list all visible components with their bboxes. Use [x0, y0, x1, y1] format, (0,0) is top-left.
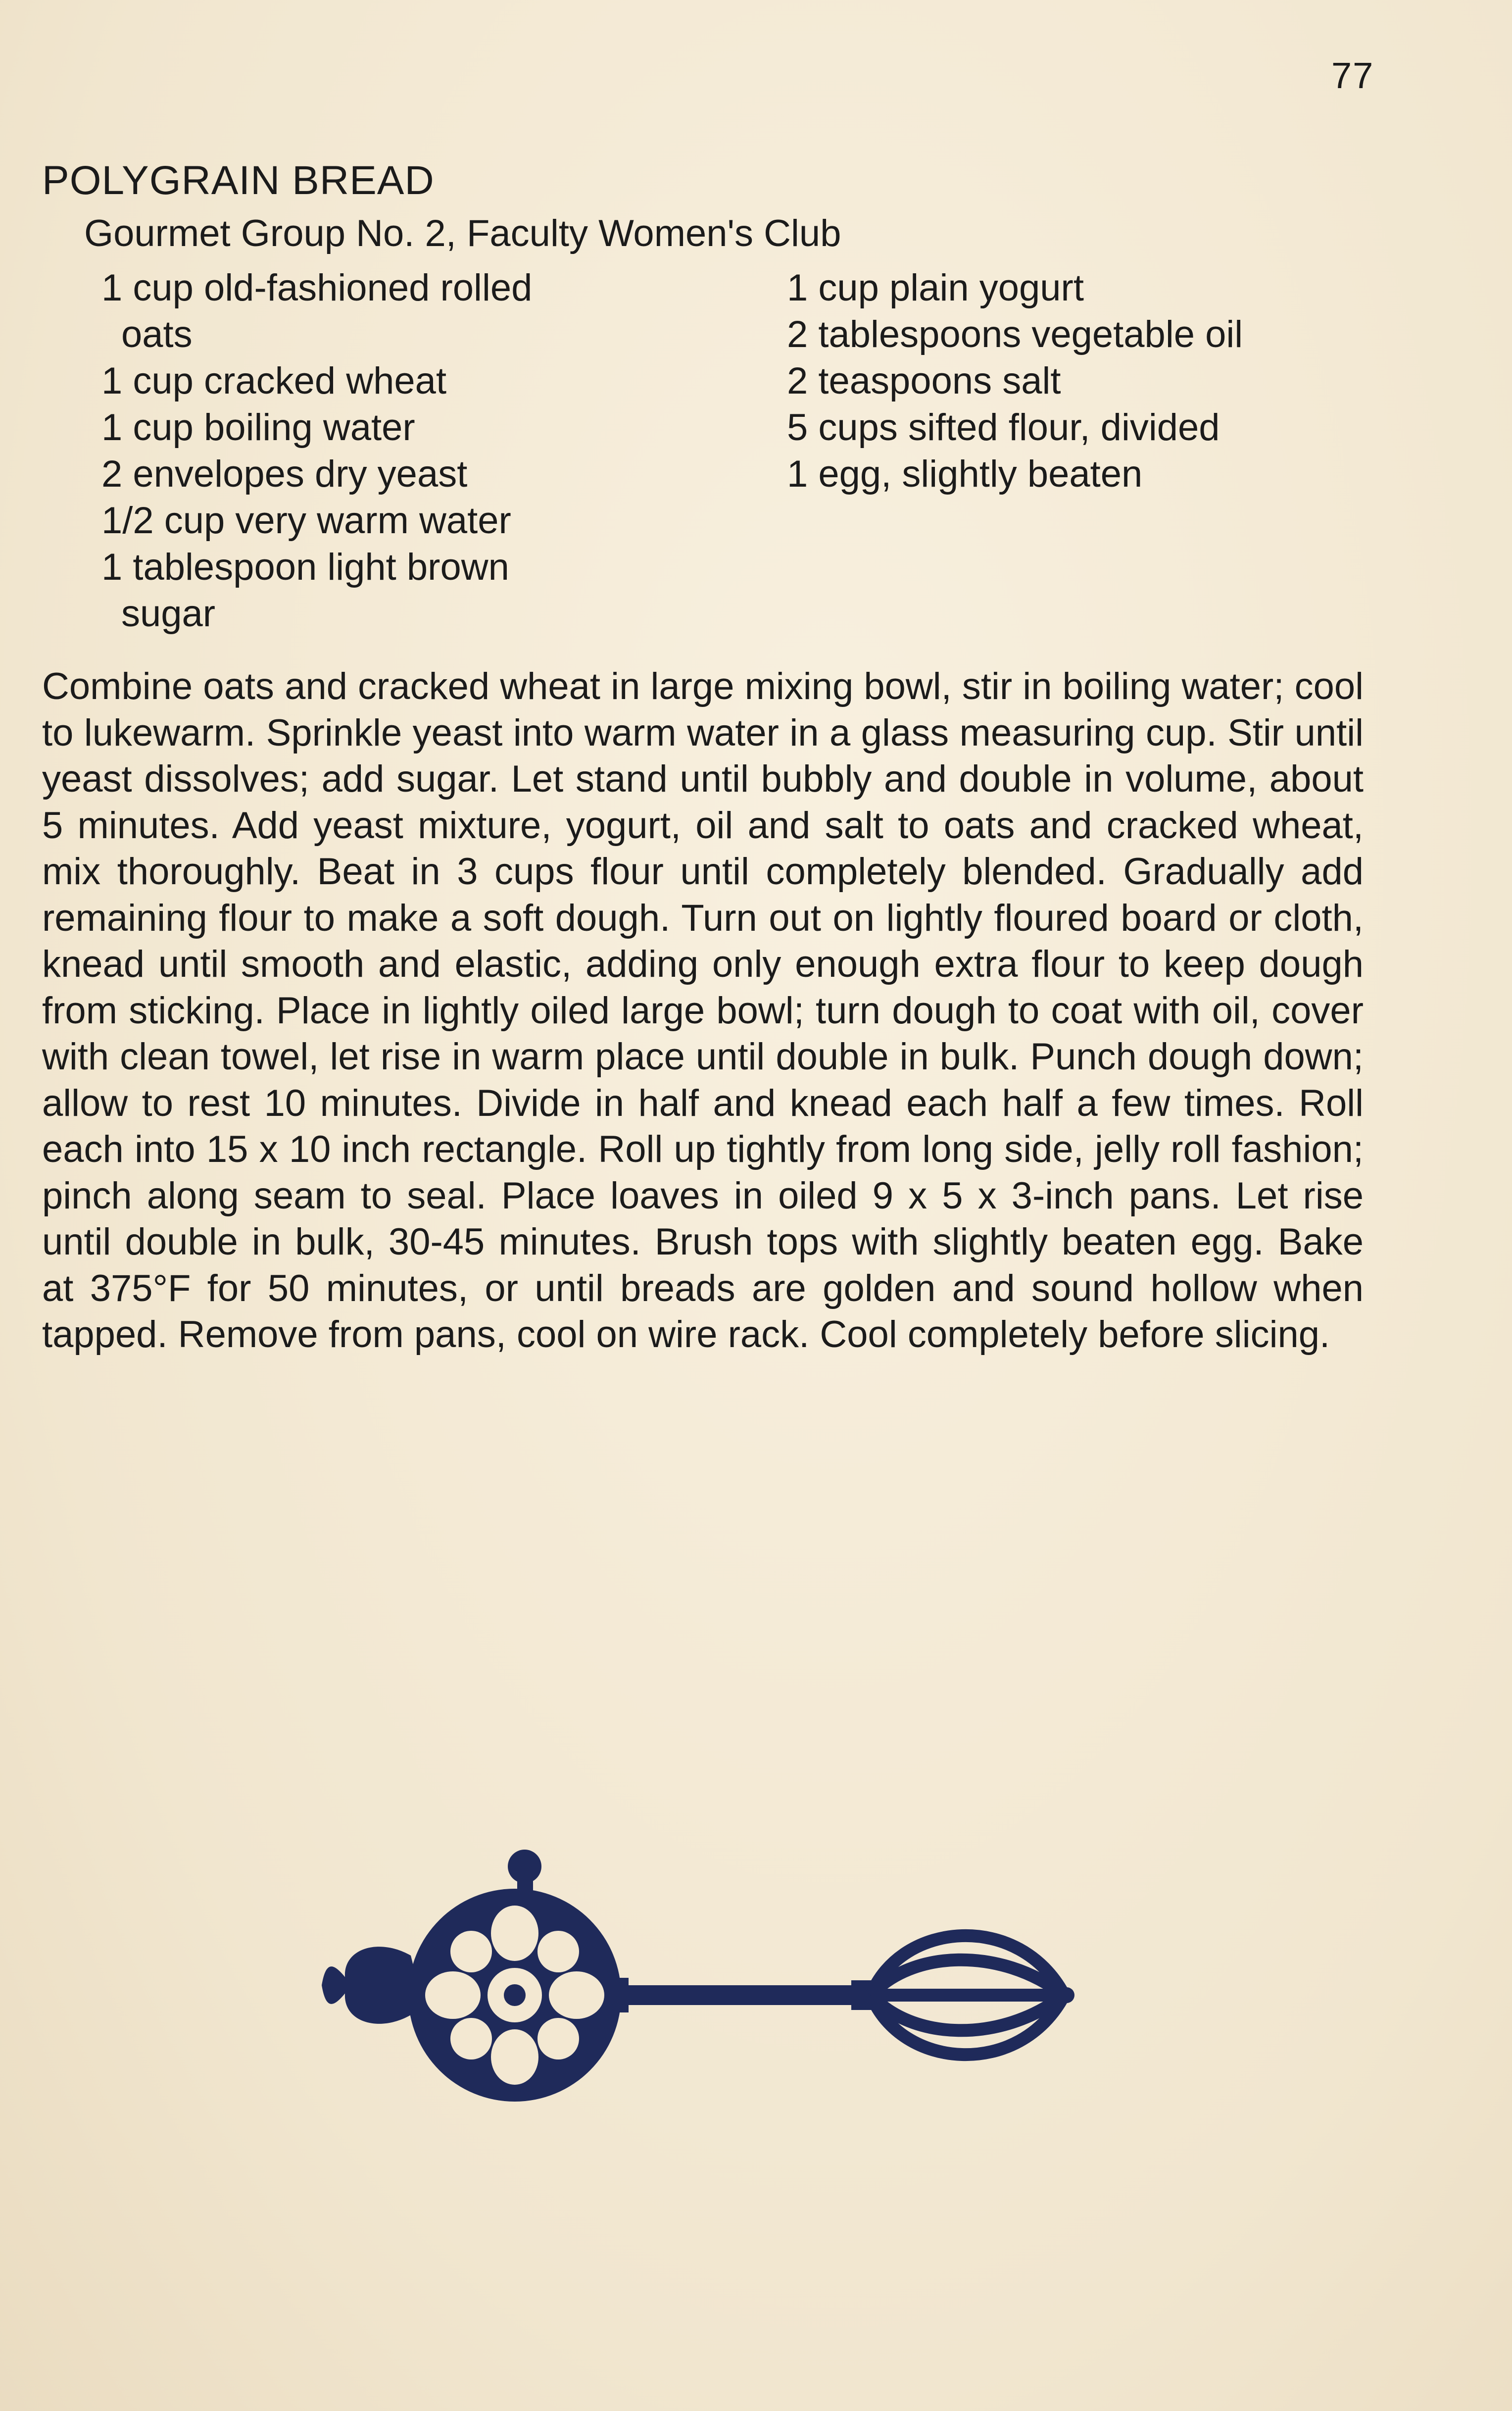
- recipe-title: POLYGRAIN BREAD: [42, 158, 435, 203]
- ingredient-line: 2 teaspoons salt: [787, 360, 1061, 402]
- recipe-byline: Gourmet Group No. 2, Faculty Women's Club: [84, 212, 841, 254]
- ingredient-line: 1 egg, slightly beaten: [787, 453, 1143, 495]
- page-number: 77: [1331, 55, 1374, 96]
- ingredient-line: sugar: [121, 593, 216, 635]
- ingredients-right-column: [787, 265, 1430, 498]
- ingredient-line: oats: [121, 313, 193, 355]
- egg-beater-icon: [317, 1837, 1119, 2134]
- ingredient-line: 1 tablespoon light brown: [101, 546, 509, 588]
- ingredient-line: 1 cup boiling water: [101, 406, 415, 449]
- ingredients-list: [0, 265, 1512, 641]
- ingredient-line: 2 tablespoons vegetable oil: [787, 313, 1243, 355]
- ingredient-line: 1 cup old-fashioned rolled: [101, 267, 533, 309]
- ingredient-line: 1 cup cracked wheat: [101, 360, 447, 402]
- ingredient-line: 2 envelopes dry yeast: [101, 453, 468, 495]
- ingredient-line: 1 cup plain yogurt: [787, 267, 1084, 309]
- ingredients-left-column: [101, 265, 720, 637]
- ingredient-line: 5 cups sifted flour, divided: [787, 406, 1220, 449]
- ingredient-line: 1/2 cup very warm water: [101, 500, 511, 542]
- recipe-instructions: Combine oats and cracked wheat in large mixing bowl, stir in boiling water; cool to lukewarm. Sprinkle yeast into warm water in a glass measuring cup. Stir until yeast dissolves; add sugar. Let stand until bubbly and double in volume, about 5 minutes. Add yeast mixture, yogurt, oil and salt to oats and cracked wheat, mix thoroughly. Beat in 3 cups flour until completely blended. Gradually add remaining flour to make a soft dough. Turn out on lightly floured board or cloth, knead until smooth and elastic, adding only enough extra flour to keep dough from sticking. Place in lightly oiled large bowl; turn dough to coat with oil, cover with clean towel, let rise in warm place until double in bulk. Punch dough down; allow to rest 10 minutes. Divide in half and knead each half a few times. Roll each into 15 x 10 inch rectangle. Roll up tightly from long side, jelly roll fashion; pinch along seam to seal. Place loaves in oiled 9 x 5 x 3-inch pans. Let rise until double in bulk, 30-45 minutes. Brush tops with slightly beaten egg. Bake at 375°F for 50 minutes, or until breads are golden and sound hollow when tapped. Remove from pans, cool on wire rack. Cool completely before slicing.: [42, 665, 1364, 1356]
